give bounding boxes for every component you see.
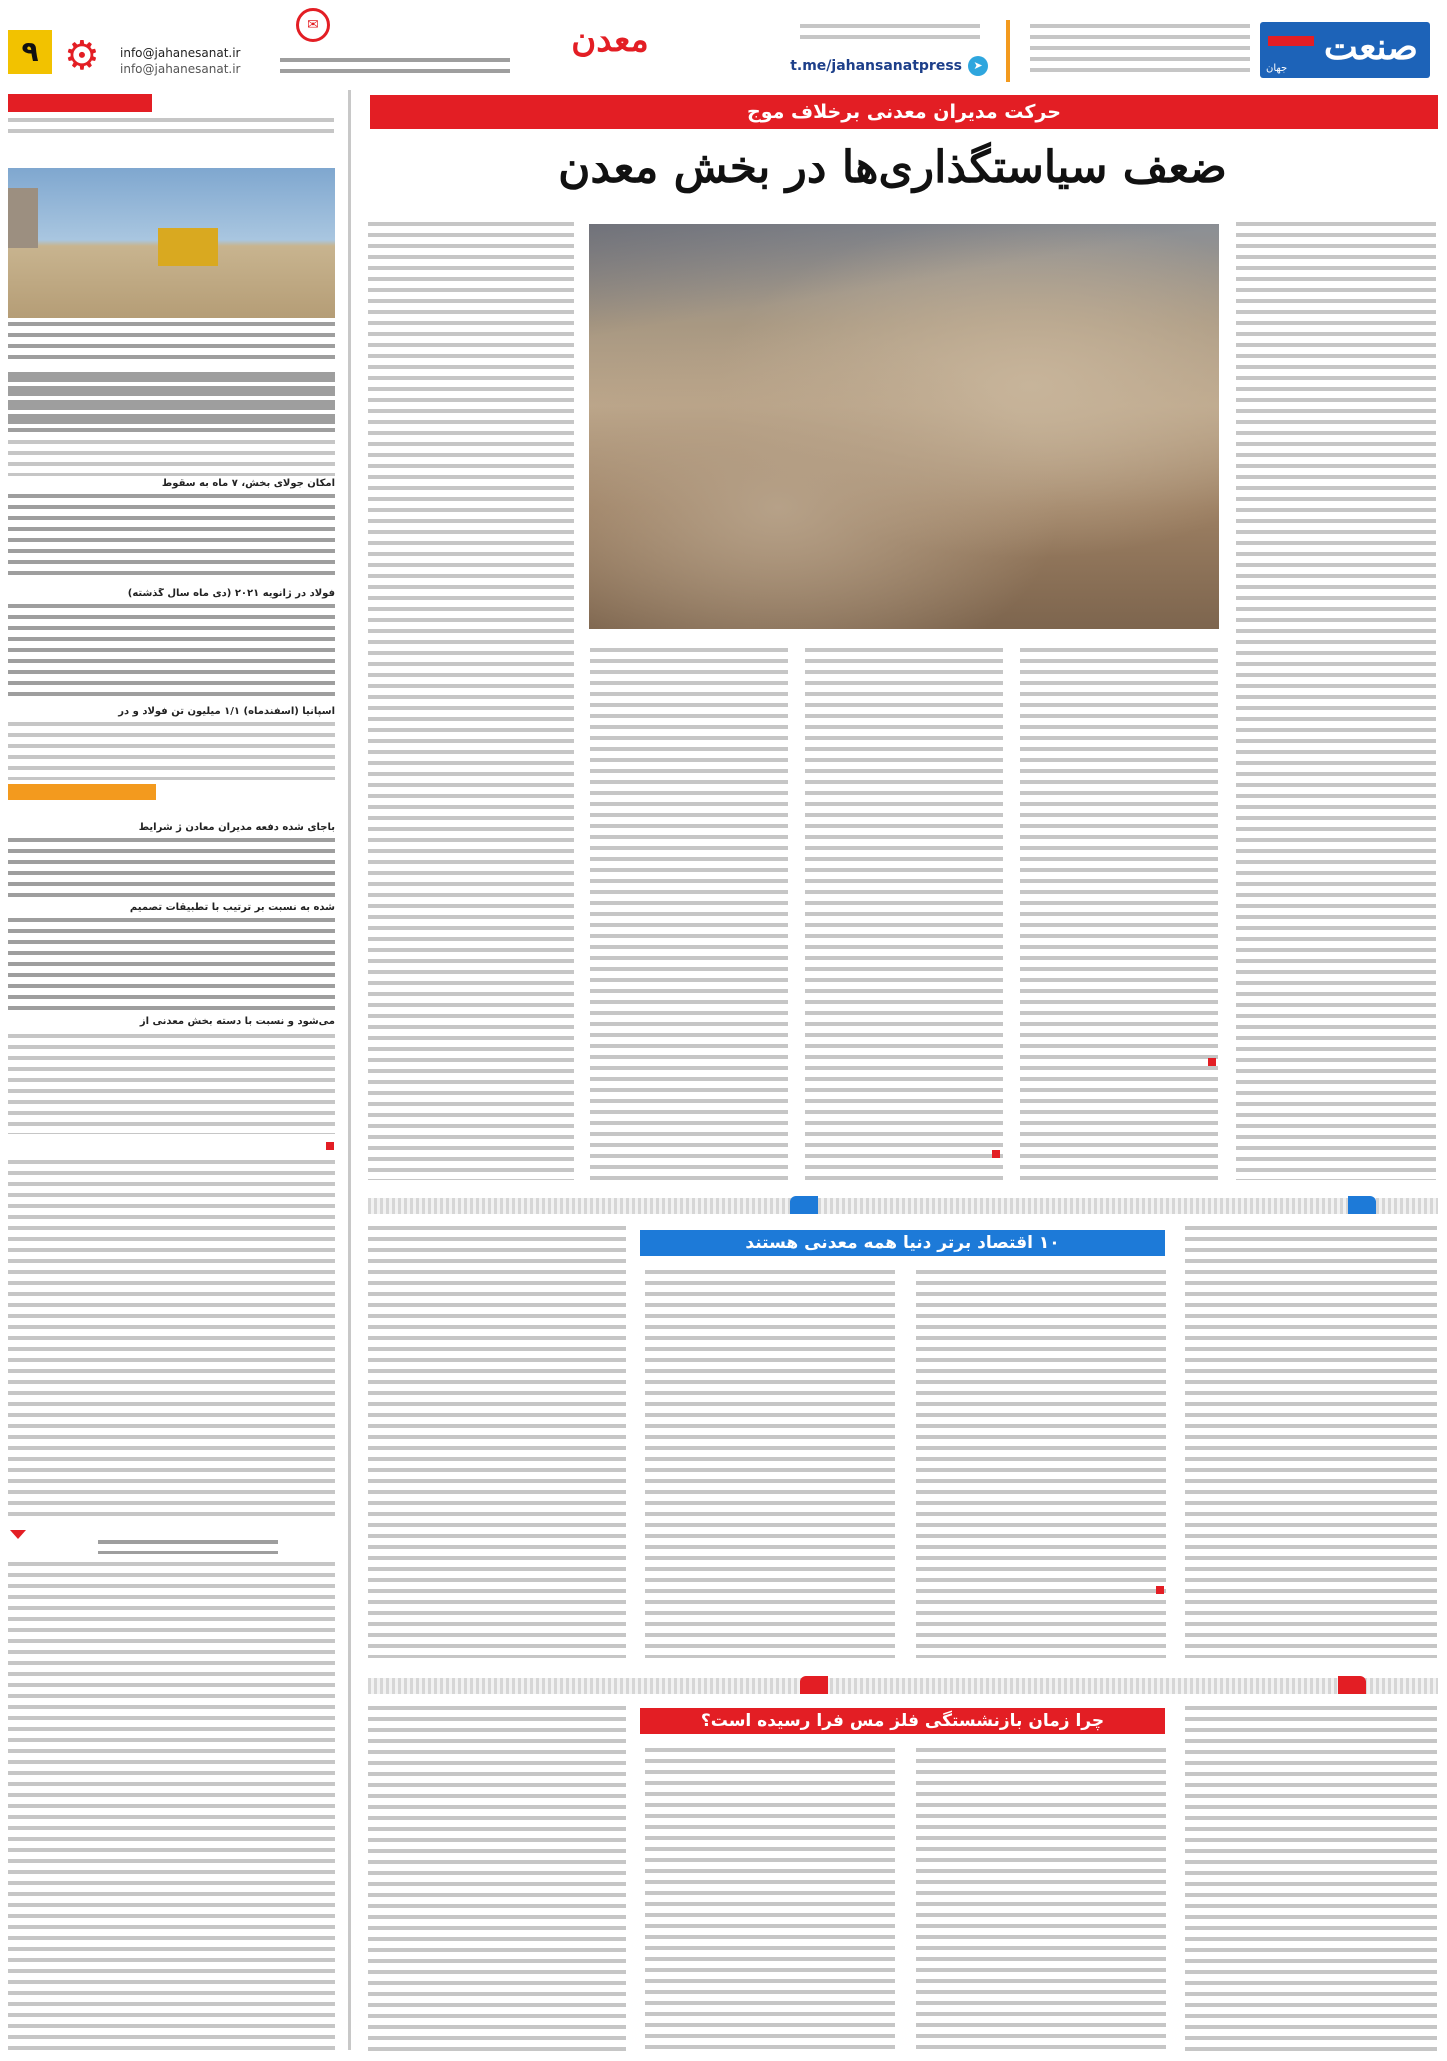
- telegram-icon: ➤: [968, 56, 988, 76]
- left-headline-blurred: [8, 372, 335, 432]
- email-secondary[interactable]: info@jahanesanat.ir: [120, 62, 241, 76]
- story3-headline: چرا زمان بازنشستگی فلز مس فرا رسیده است؟: [700, 1711, 1105, 1731]
- main-kicker-bar: [370, 95, 1438, 129]
- left-highlight-3: اسپانیا (اسفندماه) ۱/۱ میلیون تن فولاد و در: [118, 706, 335, 717]
- excavator-shape: [158, 228, 218, 266]
- left-body-1: [8, 494, 335, 582]
- left-highlight-4: باجای شده دفعه مدیران معادن ژ شرایط: [138, 822, 335, 833]
- story2-headline: ۱۰ اقتصاد برتر دنیا همه معدنی هستند: [745, 1233, 1060, 1253]
- excavator-photo: [8, 168, 335, 318]
- telegram-caption: [800, 24, 980, 46]
- left-subhead: [98, 1540, 278, 1554]
- left-highlight-2: فولاد در ژانویه ۲۰۲۱ (دی ماه سال گذشته): [127, 588, 335, 599]
- left-caption: [8, 118, 334, 140]
- story3-col-2: [916, 1748, 1166, 2051]
- section-title: معدن: [571, 20, 649, 60]
- logo-sub: جهان: [1266, 63, 1288, 74]
- page-number: ۹: [21, 35, 39, 68]
- end-mark: [992, 1150, 1000, 1158]
- page-number-badge: [8, 30, 52, 74]
- gear-icon: ⚙: [64, 33, 100, 79]
- main-col-under-photo-3: [590, 648, 788, 1180]
- masthead-divider: [1006, 20, 1010, 82]
- story3-headline-bar: [640, 1708, 1165, 1734]
- main-col-right: [1236, 222, 1436, 1180]
- end-mark: [1156, 1586, 1164, 1594]
- main-headline: ضعف سیاستگذاری‌ها در بخش معدن: [558, 142, 1227, 193]
- section-divider: [368, 1678, 1438, 1694]
- left-body-5: [8, 918, 335, 1014]
- divider-tab-right: [1348, 1196, 1376, 1214]
- left-highlight-6: می‌شود و نسبت با دسته بخش معدنی از: [139, 1016, 335, 1027]
- left-red-triangle: [10, 1530, 26, 1539]
- story2-col-4: [368, 1226, 626, 1658]
- story2-col-3: [645, 1270, 895, 1658]
- left-highlight-1: امکان جولای بخش، ۷ ماه به سقوط: [161, 478, 335, 489]
- left-body-3: [8, 722, 335, 780]
- issue-info: [1030, 24, 1250, 72]
- telegram-handle: t.me/jahansanatpress: [790, 58, 962, 74]
- newspaper-logo[interactable]: [1260, 22, 1430, 78]
- mine-photo: [589, 224, 1219, 629]
- end-mark: [1208, 1058, 1216, 1066]
- main-col-under-photo-1: [1020, 648, 1218, 1180]
- left-lead: [8, 440, 335, 476]
- section-divider: [368, 1198, 1438, 1214]
- story3-col-4: [368, 1706, 626, 2051]
- divider-tab-left: [800, 1676, 828, 1694]
- envelope-icon: ✉: [296, 8, 330, 42]
- column-rule: [348, 90, 351, 2050]
- story2-col-2: [916, 1270, 1166, 1658]
- story2-headline-bar: [640, 1230, 1165, 1256]
- end-mark: [326, 1142, 334, 1150]
- left-body-7: [8, 1160, 335, 1520]
- left-body-4: [8, 838, 335, 898]
- main-col-left: [368, 222, 574, 1180]
- story2-col-1: [1185, 1226, 1437, 1658]
- left-orange-tag: [8, 784, 156, 800]
- story3-col-1: [1185, 1706, 1437, 2051]
- left-red-tag: [8, 94, 152, 112]
- divider-tab-left: [790, 1196, 818, 1214]
- section-date: [280, 58, 510, 80]
- left-photo-caption: [8, 322, 335, 360]
- logo-text: صنعت: [1323, 26, 1418, 68]
- left-highlight-5: شده به نسبت بر ترتیب با تطبیقات تصمیم: [129, 902, 335, 913]
- building-shape: [8, 188, 38, 248]
- logo-red-accent: [1268, 36, 1314, 46]
- main-kicker: حرکت مدیران معدنی برخلاف موج: [747, 101, 1061, 123]
- main-col-under-photo-2: [805, 648, 1003, 1180]
- telegram-link[interactable]: [790, 56, 988, 78]
- email-primary[interactable]: info@jahanesanat.ir: [120, 46, 241, 60]
- left-body-2: [8, 604, 335, 700]
- story3-col-3: [645, 1748, 895, 2051]
- left-body-6: [8, 1034, 335, 1134]
- divider-tab-right: [1338, 1676, 1366, 1694]
- left-body-8: [8, 1562, 335, 2050]
